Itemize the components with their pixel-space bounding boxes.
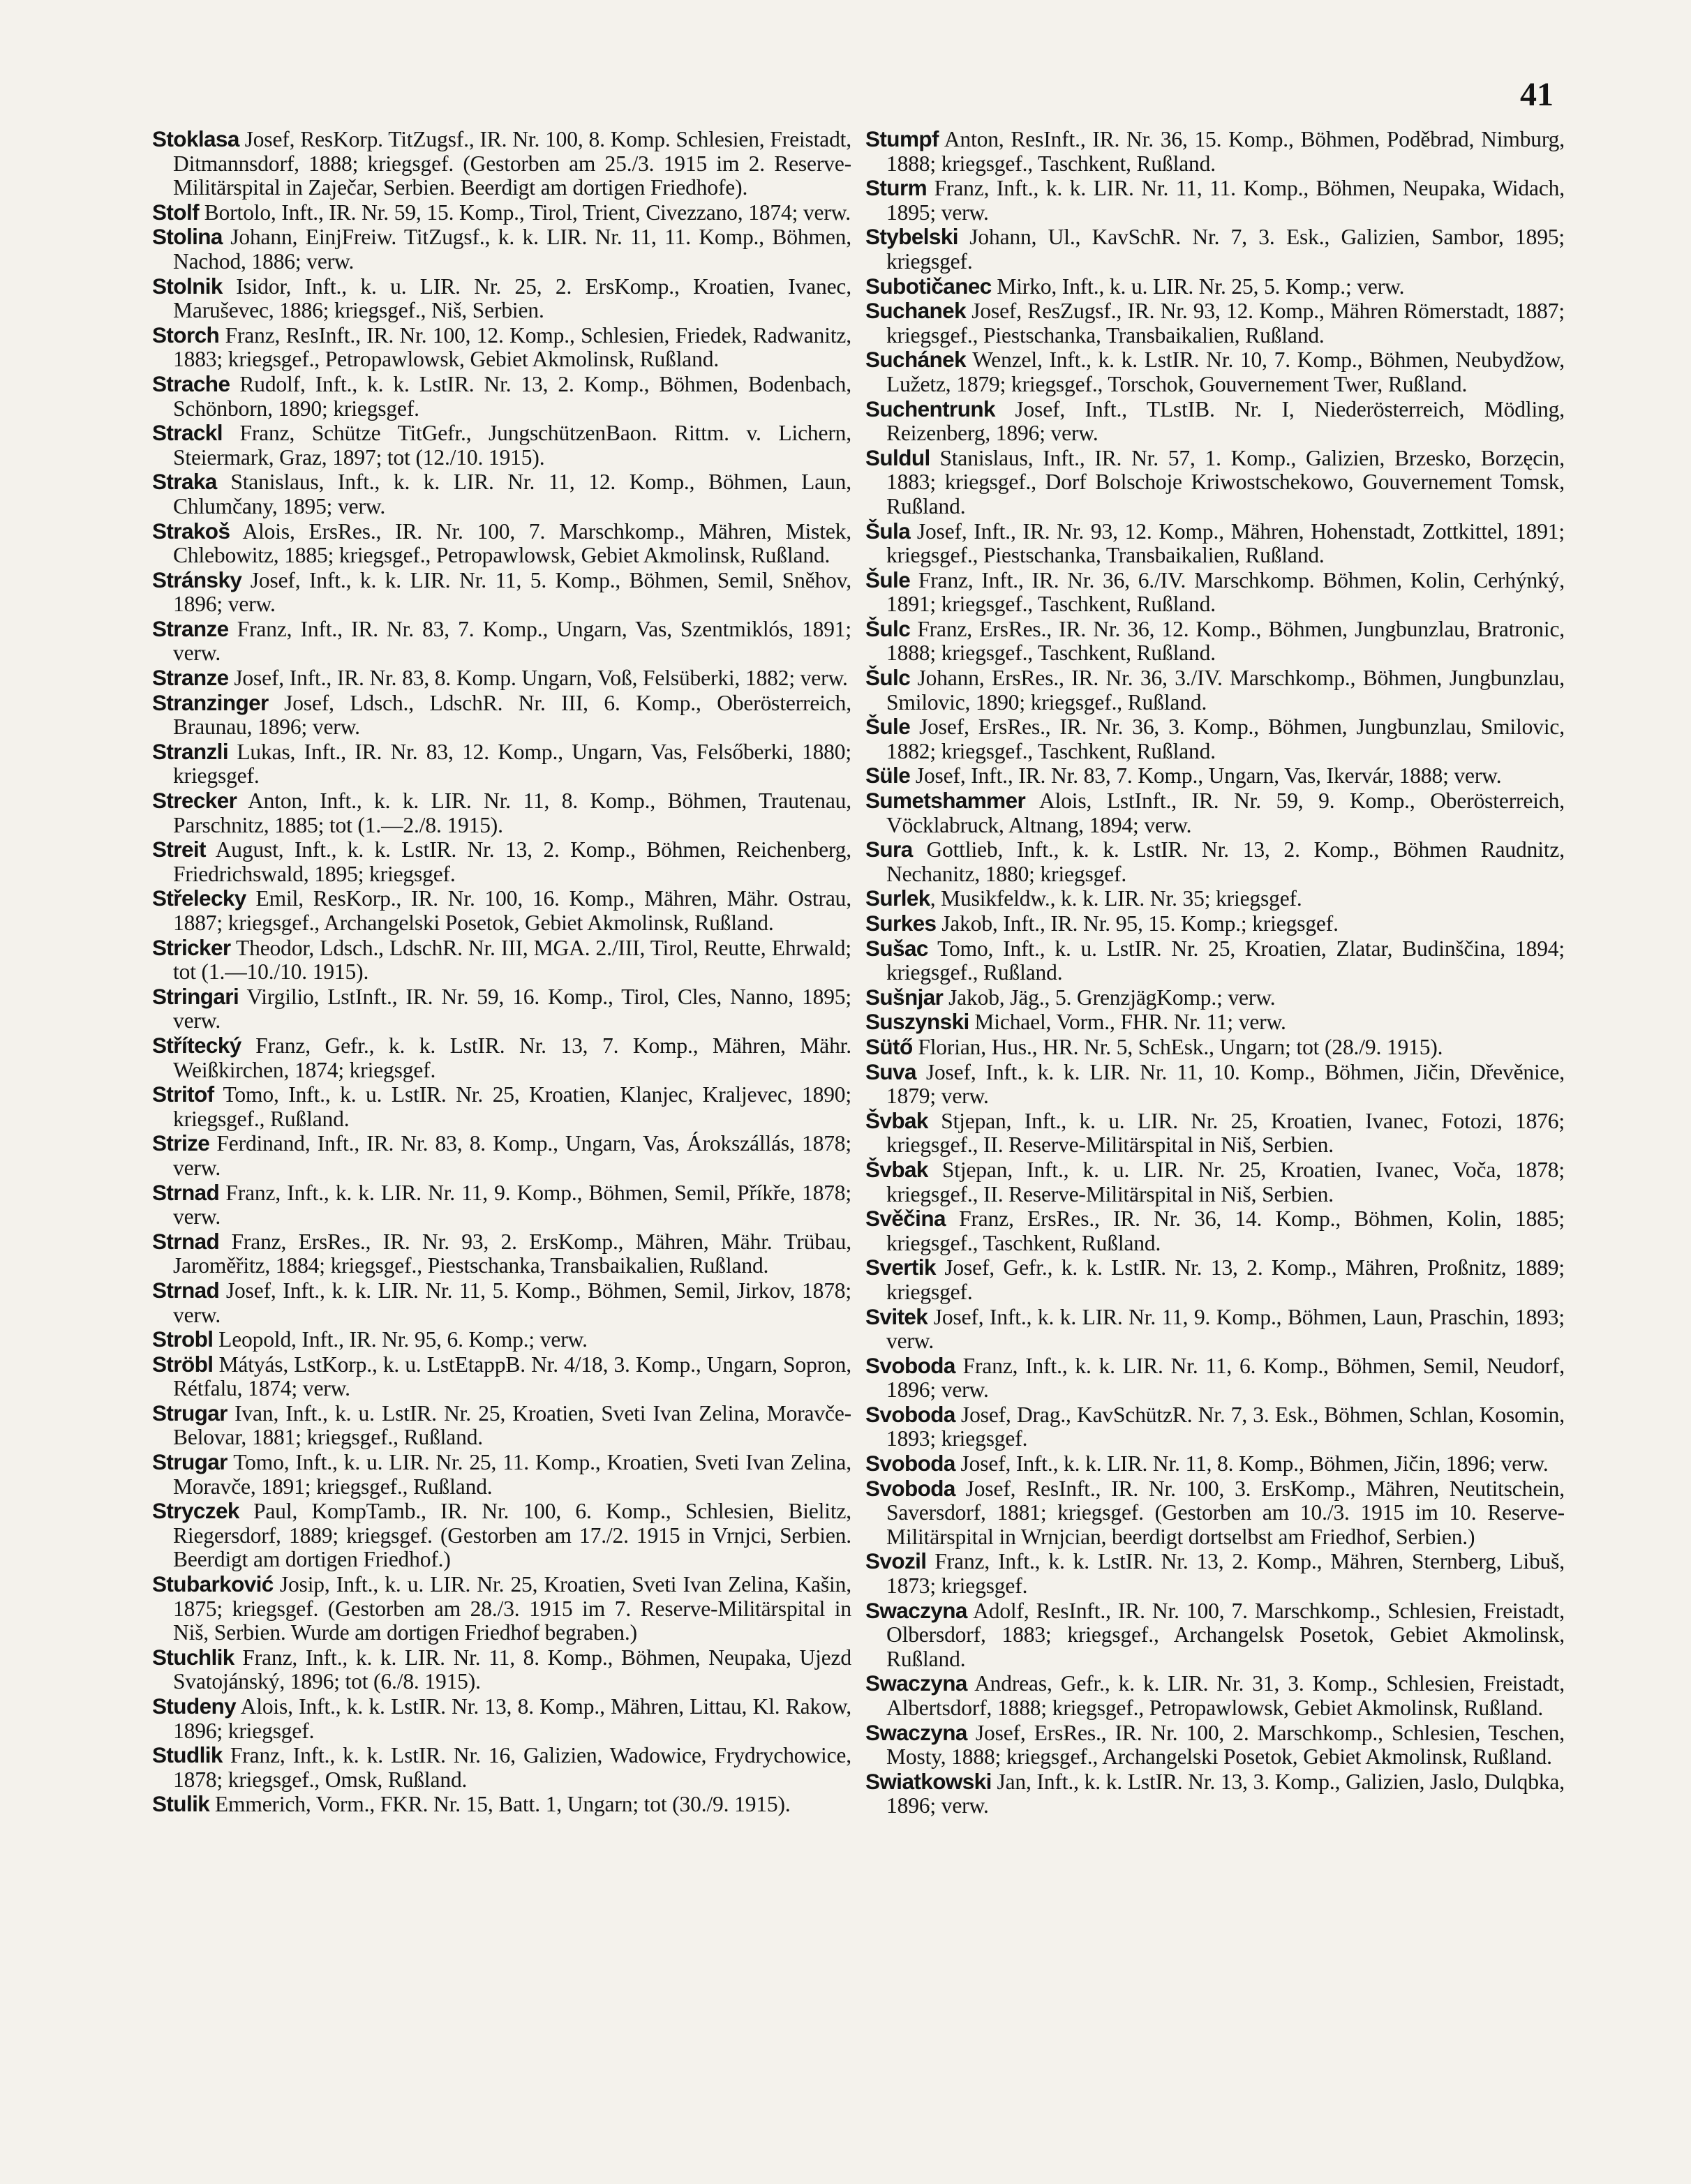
entry-details: Ivan, Inft., k. u. LstIR. Nr. 25, Kroatien, Sveti Ivan Zelina, Moravče-Belovar, 1881; kriegsgef., Rußland. (173, 1400, 851, 1450)
entry-details: Franz, Inft., IR. Nr. 36, 6./IV. Marschkomp. Böhmen, Kolin, Cerhýnký, 1891; kriegsgef., Taschkent, Rußland. (886, 567, 1565, 617)
list-entry (152, 985, 851, 1033)
list-entry (152, 568, 851, 617)
entry-surname: Swaczyna (865, 1597, 967, 1623)
entry-details: Franz, Inft., k. k. LIR. Nr. 11, 6. Komp., Böhmen, Semil, Neudorf, 1896; verw. (886, 1353, 1565, 1403)
entry-surname: Strecker (152, 788, 237, 814)
entry-surname: Šulc (865, 665, 911, 691)
entry-surname: Svěčina (865, 1206, 946, 1232)
entry-surname: Sumetshammer (865, 788, 1026, 814)
list-entry (865, 666, 1565, 715)
list-entry (865, 1599, 1565, 1672)
list-entry (865, 1549, 1565, 1598)
list-entry (152, 788, 851, 837)
list-entry (152, 225, 851, 274)
entry-surname: Straka (152, 469, 217, 495)
entry-surname: Swaczyna (865, 1719, 967, 1745)
list-entry (865, 274, 1565, 299)
entry-surname: Strugar (152, 1449, 228, 1475)
list-entry (865, 1010, 1565, 1035)
list-entry (865, 446, 1565, 519)
list-entry (152, 1792, 851, 1817)
entry-surname: Strobl (152, 1326, 214, 1352)
entry-surname: Süle (865, 763, 911, 788)
entry-surname: Svozil (865, 1548, 927, 1574)
list-entry (865, 1109, 1565, 1158)
entry-details: Ferdinand, Inft., IR. Nr. 83, 8. Komp., Ungarn, Vas, Árokszállás, 1878; verw. (173, 1131, 851, 1180)
entry-details: Franz, Inft., k. k. LIR. Nr. 11, 11. Komp., Böhmen, Neupaka, Widach, 1895; verw. (886, 176, 1565, 225)
entry-details: Virgilio, LstInft., IR. Nr. 59, 16. Komp., Tirol, Cles, Nanno, 1895; verw. (173, 984, 851, 1033)
list-entry (865, 911, 1565, 936)
entry-details: Florian, Hus., HR. Nr. 5, SchEsk., Ungarn; tot (28./9. 1915). (912, 1034, 1443, 1059)
list-entry (152, 470, 851, 518)
list-entry (865, 837, 1565, 886)
entry-surname: Streit (152, 837, 206, 862)
entry-surname: Stringari (152, 983, 239, 1009)
list-entry (865, 886, 1565, 911)
entry-details: Josef, ResKorp. TitZugsf., IR. Nr. 100, 8. Komp. Schlesien, Freistadt, Ditmannsdorf, 1888; kriegsgef. (Gestorben am 25./3. 1915 im 2. Reserve-Militärspital in Zaječar, Serbien. Beerdigt am dortigen Friedhofe). (173, 127, 851, 200)
entry-surname: Studlik (152, 1742, 223, 1768)
list-entry (152, 1327, 851, 1352)
entry-details: August, Inft., k. k. LstIR. Nr. 13, 2. Komp., Böhmen, Reichenberg, Friedrichswald, 1895; kriegsgef. (173, 837, 851, 886)
entry-details: Jakob, Inft., IR. Nr. 95, 15. Komp.; kriegsgef. (936, 911, 1339, 936)
entry-details: Isidor, Inft., k. u. LIR. Nr. 25, 2. ErsKomp., Kroatien, Ivanec, Maruševec, 1886; kriegsgef., Niš, Serbien. (173, 274, 851, 323)
list-entry (865, 1305, 1565, 1354)
entry-details: Josef, Gefr., k. k. LstIR. Nr. 13, 2. Komp., Mähren, Proßnitz, 1889; kriegsgef. (886, 1255, 1565, 1304)
entry-details: Anton, Inft., k. k. LIR. Nr. 11, 8. Komp., Böhmen, Trautenau, Parschnitz, 1885; tot (1.—2./8. 1915). (173, 788, 851, 837)
entry-surname: Strakoš (152, 518, 230, 544)
list-entry (865, 1035, 1565, 1060)
entry-surname: Strnad (152, 1277, 220, 1303)
entry-details: Mátyás, LstKorp., k. u. LstEtappB. Nr. 4/18, 3. Komp., Ungarn, Sopron, Rétfalu, 1874; verw. (173, 1352, 851, 1401)
entry-surname: Strnad (152, 1179, 220, 1205)
list-entry (152, 1278, 851, 1327)
list-entry (152, 1229, 851, 1278)
entry-details: Emil, ResKorp., IR. Nr. 100, 16. Komp., Mähren, Mähr. Ostrau, 1887; kriegsgef., Archangelski Posetok, Gebiet Akmolinsk, Rußland. (173, 886, 851, 935)
entry-surname: Svoboda (865, 1451, 955, 1476)
entry-details: Franz, Schütze TitGefr., JungschützenBaon. Rittm. v. Lichern, Steiermark, Graz, 1897; tot (12./10. 1915). (173, 421, 851, 470)
entry-details: Wenzel, Inft., k. k. LstIR. Nr. 10, 7. Komp., Böhmen, Neubydžow, Lužetz, 1879; kriegsgef., Torschok, Gouvernement Twer, Rußland. (886, 347, 1565, 396)
list-entry (152, 127, 851, 200)
entry-surname: Stranzli (152, 738, 228, 764)
list-entry (152, 936, 851, 985)
entry-details: Josef, Inft., k. k. LIR. Nr. 11, 5. Komp., Böhmen, Semil, Jirkov, 1878; verw. (173, 1278, 851, 1327)
entry-details: Theodor, Ldsch., LdschR. Nr. III, MGA. 2./III, Tirol, Reutte, Ehrwald; tot (1.—10./10. 1915). (173, 935, 851, 985)
entry-surname: Sturm (865, 175, 928, 201)
list-entry (865, 1671, 1565, 1720)
entry-details: Josef, ErsRes., IR. Nr. 36, 3. Komp., Böhmen, Jungbunzlau, Smilovic, 1882; kriegsgef., Taschkent, Rußland. (886, 715, 1565, 763)
entry-surname: Suchánek (865, 347, 967, 373)
entry-details: Stanislaus, Inft., IR. Nr. 57, 1. Komp., Galizien, Brzesko, Borzęcin, 1883; kriegsgef., Dorf Bolschoje Kriwostschekowo, Gouvernement Tomsk, Rußland. (886, 445, 1565, 518)
entry-surname: Swaczyna (865, 1670, 967, 1696)
entry-surname: Švbak (865, 1156, 928, 1182)
entry-details: Tomo, Inft., k. u. LstIR. Nr. 25, Kroatien, Zlatar, Budinščina, 1894; kriegsgef., Rußland. (886, 936, 1565, 985)
entry-surname: Svoboda (865, 1401, 955, 1427)
page-number: 41 (1520, 76, 1554, 113)
list-entry (865, 127, 1565, 176)
entry-surname: Stranzinger (152, 689, 269, 715)
entry-surname: Ströbl (152, 1351, 214, 1377)
entry-details: Franz, Inft., IR. Nr. 83, 7. Komp., Ungarn, Vas, Szentmiklós, 1891; verw. (173, 616, 851, 666)
entry-details: , Musikfeldw., k. k. LIR. Nr. 35; kriegsgef. (930, 886, 1302, 911)
list-entry (865, 1451, 1565, 1476)
list-entry (865, 617, 1565, 666)
entry-details: Emmerich, Vorm., FKR. Nr. 15, Batt. 1, Ungarn; tot (30./9. 1915). (209, 1792, 791, 1817)
entry-surname: Surlek (865, 885, 930, 911)
list-entry (152, 1082, 851, 1131)
entry-details: Andreas, Gefr., k. k. LIR. Nr. 31, 3. Komp., Schlesien, Freistadt, Albertsdorf, 1888; kriegsgef., Petropawlowsk, Gebiet Akmolinsk, Rußland. (886, 1671, 1565, 1720)
entry-details: Anton, ResInft., IR. Nr. 36, 15. Komp., Böhmen, Poděbrad, Nimburg, 1888; kriegsgef., Taschkent, Rußland. (886, 127, 1565, 176)
entry-surname: Studeny (152, 1693, 237, 1719)
entry-details: Tomo, Inft., k. u. LstIR. Nr. 25, Kroatien, Klanjec, Kraljevec, 1890; kriegsgef., Rußland. (173, 1082, 851, 1131)
list-entry (865, 1206, 1565, 1255)
entry-surname: Strache (152, 371, 230, 396)
entry-details: Lukas, Inft., IR. Nr. 83, 12. Komp., Ungarn, Vas, Felsőberki, 1880; kriegsgef. (173, 739, 851, 788)
entry-surname: Svoboda (865, 1475, 955, 1501)
entry-surname: Šulc (865, 615, 911, 641)
list-entry (865, 788, 1565, 837)
entry-surname: Sušac (865, 935, 928, 961)
entry-details: Jakob, Jäg., 5. GrenzjägKomp.; verw. (943, 985, 1276, 1010)
entry-details: Josef, Drag., KavSchützR. Nr. 7, 3. Esk., Böhmen, Schlan, Kosomin, 1893; kriegsgef. (886, 1402, 1565, 1451)
list-entry (865, 519, 1565, 568)
list-entry (152, 274, 851, 323)
list-entry (865, 299, 1565, 347)
entry-details: Franz, Gefr., k. k. LstIR. Nr. 13, 7. Komp., Mähren, Mähr. Weißkirchen, 1874; kriegsgef. (173, 1033, 851, 1082)
list-entry (152, 691, 851, 740)
entry-surname: Suva (865, 1059, 916, 1084)
entry-surname: Sütő (865, 1033, 913, 1059)
list-entry (865, 1403, 1565, 1451)
entry-surname: Suchanek (865, 298, 967, 324)
entry-details: Stjepan, Inft., k. u. LIR. Nr. 25, Kroatien, Ivanec, Fotozi, 1876; kriegsgef., II. Reserve-Militärspital in Niš, Serbien. (886, 1108, 1565, 1158)
list-entry (152, 1743, 851, 1792)
list-entry (152, 1450, 851, 1499)
entry-surname: Svitek (865, 1303, 928, 1329)
entry-surname: Stritof (152, 1082, 214, 1107)
entry-surname: Swiatkowski (865, 1768, 992, 1794)
list-entry (865, 1770, 1565, 1818)
list-entry (865, 1721, 1565, 1770)
entry-details: Franz, ResInft., IR. Nr. 100, 12. Komp., Schlesien, Friedek, Radwanitz, 1883; kriegsgef., Petropawlowsk, Gebiet Akmolinsk, Rußland. (173, 322, 851, 372)
entry-surname: Suchentrunk (865, 396, 995, 421)
list-entry (865, 1060, 1565, 1109)
entry-details: Franz, Inft., k. k. LIR. Nr. 11, 9. Komp., Böhmen, Semil, Příkře, 1878; verw. (173, 1180, 851, 1229)
entry-surname: Stumpf (865, 126, 939, 151)
list-entry (152, 1694, 851, 1743)
entry-details: Alois, Inft., k. k. LstIR. Nr. 13, 8. Komp., Mähren, Littau, Kl. Rakow, 1896; kriegsgef. (173, 1694, 851, 1743)
entry-surname: Svertik (865, 1255, 936, 1280)
list-entry (152, 1352, 851, 1401)
entry-surname: Strize (152, 1130, 210, 1156)
entry-details: Alois, LstInft., IR. Nr. 59, 9. Komp., Oberösterreich, Vöcklabruck, Altnang, 1894; verw. (886, 788, 1565, 837)
list-entry (152, 1131, 851, 1180)
entry-surname: Sura (865, 837, 913, 862)
entry-surname: Švbak (865, 1107, 928, 1133)
entry-details: Alois, ErsRes., IR. Nr. 100, 7. Marschkomp., Mähren, Mistek, Chlebowitz, 1885; kriegsgef., Petropawlowsk, Gebiet Akmolinsk, Rußland. (173, 518, 851, 568)
entry-surname: Stránsky (152, 567, 242, 592)
entry-surname: Strackl (152, 420, 223, 446)
list-entry (152, 421, 851, 470)
list-entry (152, 886, 851, 935)
entry-details: Johann, ErsRes., IR. Nr. 36, 3./IV. Marschkomp., Böhmen, Jungbunzlau, Smilovic, 1890; kriegsgef., Rußland. (886, 666, 1565, 715)
entry-details: Tomo, Inft., k. u. LIR. Nr. 25, 11. Komp., Kroatien, Sveti Ivan Zelina, Moravče, 1891; kriegsgef., Rußland. (173, 1450, 851, 1499)
entry-details: Josip, Inft., k. u. LIR. Nr. 25, Kroatien, Sveti Ivan Zelina, Kašin, 1875; kriegsgef. (Gestorben am 28./3. 1915 im 7. Reserve-Militärspital in Niš, Serbien. Wurde am dortigen Friedhof begraben.) (173, 1572, 851, 1645)
list-entry (865, 715, 1565, 763)
entry-details: Josef, Inft., IR. Nr. 83, 7. Komp., Ungarn, Vas, Ikervár, 1888; verw. (910, 763, 1502, 788)
entry-details: Josef, Ldsch., LdschR. Nr. III, 6. Komp., Oberösterreich, Braunau, 1896; verw. (173, 690, 851, 740)
entry-details: Franz, ErsRes., IR. Nr. 36, 14. Komp., Böhmen, Kolin, 1885; kriegsgef., Taschkent, Rußland. (886, 1206, 1565, 1255)
left-column (152, 127, 851, 1817)
entry-surname: Stolnik (152, 273, 223, 299)
entry-details: Stjepan, Inft., k. u. LIR. Nr. 25, Kroatien, Ivanec, Voča, 1878; kriegsgef., II. Reserve-Militärspital in Niš, Serbien. (886, 1157, 1565, 1206)
entry-surname: Surkes (865, 911, 937, 936)
entry-details: Franz, Inft., k. k. LstIR. Nr. 13, 2. Komp., Mähren, Sternberg, Libuš, 1873; kriegsgef. (886, 1549, 1565, 1599)
entry-details: Rudolf, Inft., k. k. LstIR. Nr. 13, 2. Komp., Böhmen, Bodenbach, Schönborn, 1890; kriegsgef. (173, 371, 851, 421)
entry-details: Leopold, Inft., IR. Nr. 95, 6. Komp.; verw. (213, 1327, 588, 1352)
entry-details: Josef, Inft., IR. Nr. 83, 8. Komp. Ungarn, Voß, Felsüberki, 1882; verw. (228, 666, 848, 691)
entry-details: Josef, ResZugsf., IR. Nr. 93, 12. Komp., Mähren Römerstadt, 1887; kriegsgef., Piestschanka, Transbaikalien, Rußland. (886, 299, 1565, 347)
entry-details: Josef, Inft., TLstIB. Nr. I, Niederösterreich, Mödling, Reizenberg, 1896; verw. (886, 396, 1565, 446)
entry-surname: Stranze (152, 665, 229, 691)
entry-surname: Sušnjar (865, 984, 944, 1010)
entry-details: Mirko, Inft., k. u. LIR. Nr. 25, 5. Komp.; verw. (991, 274, 1405, 299)
entry-details: Josef, ErsRes., IR. Nr. 100, 2. Marschkomp., Schlesien, Teschen, Mosty, 1888; kriegsgef., Archangelski Posetok, Gebiet Akmolinsk, Rußland. (886, 1720, 1565, 1770)
list-entry (152, 323, 851, 372)
entry-surname: Stolf (152, 199, 199, 225)
list-entry (152, 1181, 851, 1229)
list-entry (865, 1476, 1565, 1550)
list-entry (865, 936, 1565, 985)
list-entry (865, 1354, 1565, 1403)
list-entry (152, 617, 851, 666)
list-entry (152, 372, 851, 421)
right-column (865, 127, 1565, 1818)
list-entry (152, 519, 851, 568)
entry-surname: Stybelski (865, 224, 958, 250)
entry-details: Josef, Inft., k. k. LIR. Nr. 11, 8. Komp., Böhmen, Jičin, 1896; verw. (955, 1451, 1549, 1476)
entry-details: Jan, Inft., k. k. LstIR. Nr. 13, 3. Komp., Galizien, Jaslo, Dulqbka, 1896; verw. (886, 1769, 1565, 1818)
entry-details: Josef, Inft., k. k. LIR. Nr. 11, 10. Komp., Böhmen, Jičin, Dřevěnice, 1879; verw. (886, 1059, 1565, 1109)
entry-surname: Stuchlik (152, 1644, 234, 1670)
entry-surname: Subotičanec (865, 273, 992, 299)
entry-surname: Suszynski (865, 1009, 969, 1035)
entry-surname: Svoboda (865, 1352, 955, 1378)
list-entry (865, 225, 1565, 274)
entry-surname: Storch (152, 322, 220, 347)
entry-details: Adolf, ResInft., IR. Nr. 100, 7. Marschkomp., Schlesien, Freistadt, Olbersdorf, 1883; kriegsgef., Archangelsk Posetok, Gebiet Akmolinsk, Rußland. (886, 1598, 1565, 1671)
list-entry (152, 837, 851, 886)
entry-details: Johann, Ul., KavSchR. Nr. 7, 3. Esk., Galizien, Sambor, 1895; kriegsgef. (886, 225, 1565, 274)
entry-details: Paul, KompTamb., IR. Nr. 100, 6. Komp., Schlesien, Bielitz, Riegersdorf, 1889; kriegsgef. (Gestorben am 17./2. 1915 in Vrnjci, Serbien. Beerdigt am dortigen Friedhof.) (173, 1499, 851, 1572)
entry-details: Franz, ErsRes., IR. Nr. 36, 12. Komp., Böhmen, Jungbunzlau, Bratronic, 1888; kriegsgef., Taschkent, Rußland. (886, 616, 1565, 666)
entry-details: Josef, Inft., k. k. LIR. Nr. 11, 5. Komp., Böhmen, Semil, Sněhov, 1896; verw. (173, 567, 851, 617)
list-entry (865, 176, 1565, 225)
list-entry (865, 397, 1565, 446)
entry-surname: Suldul (865, 444, 930, 470)
list-entry (865, 347, 1565, 396)
list-entry (865, 763, 1565, 788)
entry-details: Franz, Inft., k. k. LstIR. Nr. 16, Galizien, Wadowice, Frydrychowice, 1878; kriegsgef., Omsk, Rußland. (173, 1743, 851, 1792)
list-entry (152, 1645, 851, 1694)
list-entry (865, 985, 1565, 1010)
entry-surname: Strugar (152, 1400, 228, 1426)
entry-surname: Stolina (152, 224, 223, 250)
entry-surname: Stryczek (152, 1498, 239, 1524)
entry-surname: Střítecký (152, 1032, 241, 1058)
entry-surname: Strnad (152, 1228, 220, 1254)
list-entry (152, 1572, 851, 1645)
entry-details: Michael, Vorm., FHR. Nr. 11; verw. (969, 1010, 1286, 1035)
entry-surname: Stricker (152, 934, 231, 960)
list-entry (152, 666, 851, 691)
entry-details: Josef, ResInft., IR. Nr. 100, 3. ErsKomp., Mähren, Neutitschein, Saversdorf, 1881; kriegsgef. (Gestorben am 10./3. 1915 im 10. Reserve-Militärspital in Wrnjcian, beerdigt dortselbst am Friedhof, Serbien.) (886, 1476, 1565, 1549)
entry-details: Josef, Inft., k. k. LIR. Nr. 11, 9. Komp., Böhmen, Laun, Praschin, 1893; verw. (886, 1304, 1565, 1354)
list-entry (152, 740, 851, 788)
entry-surname: Stulik (152, 1791, 210, 1817)
entry-surname: Šula (865, 518, 911, 544)
list-entry (865, 568, 1565, 617)
entry-surname: Střelecky (152, 885, 246, 911)
list-entry (152, 1401, 851, 1450)
entry-surname: Šule (865, 714, 911, 740)
entry-surname: Stubarković (152, 1571, 274, 1597)
list-entry (865, 1158, 1565, 1206)
entry-details: Bortolo, Inft., IR. Nr. 59, 15. Komp., Tirol, Trient, Civezzano, 1874; verw. (198, 200, 851, 225)
entry-details: Gottlieb, Inft., k. k. LstIR. Nr. 13, 2. Komp., Böhmen Raudnitz, Nechanitz, 1880; kriegsgef. (886, 837, 1565, 886)
entry-surname: Stranze (152, 615, 229, 641)
entry-details: Stanislaus, Inft., k. k. LIR. Nr. 11, 12. Komp., Böhmen, Laun, Chlumčany, 1895; verw. (173, 470, 851, 518)
entry-details: Franz, Inft., k. k. LIR. Nr. 11, 8. Komp., Böhmen, Neupaka, Ujezd Svatojánský, 1896; tot (6./8. 1915). (173, 1645, 851, 1694)
entry-surname: Šule (865, 567, 911, 592)
entry-details: Franz, ErsRes., IR. Nr. 93, 2. ErsKomp., Mähren, Mähr. Trübau, Jaroměřitz, 1884; kriegsgef., Piestschanka, Transbaikalien, Rußland. (173, 1229, 851, 1278)
entry-surname: Stoklasa (152, 126, 239, 151)
list-entry (152, 200, 851, 225)
entry-details: Johann, EinjFreiw. TitZugsf., k. k. LIR. Nr. 11, 11. Komp., Böhmen, Nachod, 1886; verw. (173, 225, 851, 274)
entry-details: Josef, Inft., IR. Nr. 93, 12. Komp., Mähren, Hohenstadt, Zottkittel, 1891; kriegsgef., Piestschanka, Transbaikalien, Rußland. (886, 518, 1565, 568)
list-entry (152, 1499, 851, 1572)
list-entry (865, 1255, 1565, 1304)
list-entry (152, 1033, 851, 1082)
